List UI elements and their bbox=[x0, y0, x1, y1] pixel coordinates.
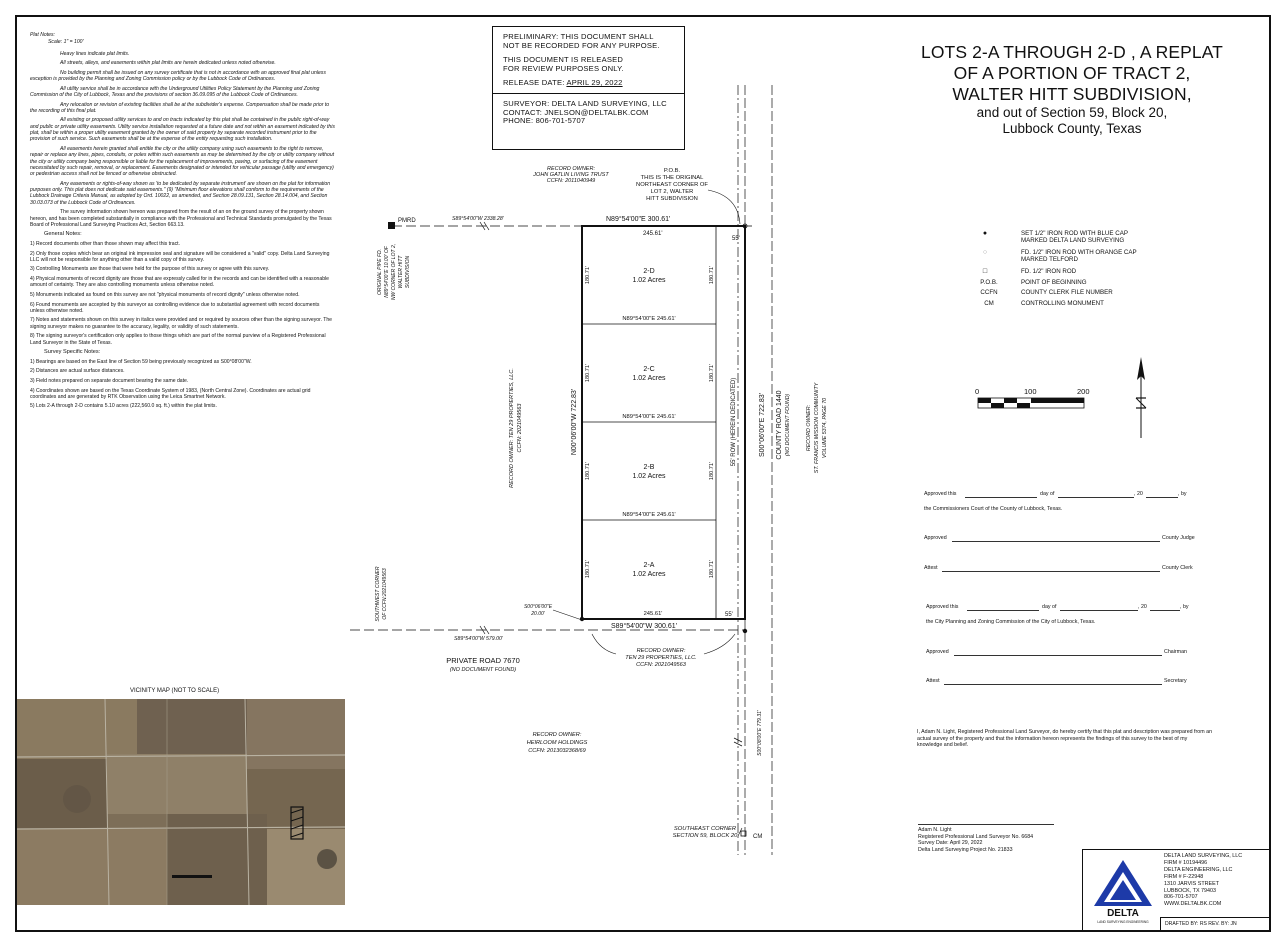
open-square-icon: □ bbox=[982, 268, 988, 275]
city-by: , by bbox=[1180, 604, 1189, 610]
private-road-nodoc: (NO DOCUMENT FOUND) bbox=[449, 667, 517, 673]
firm-line-7: 806-701-5707 bbox=[1164, 894, 1198, 901]
prelim-line-3: THIS DOCUMENT IS RELEASED bbox=[503, 55, 624, 65]
pob-desc-2: NORTHEAST CORNER OF bbox=[636, 182, 708, 188]
heirloom-owner-ccfn: CCFN: 2013032368/69 bbox=[528, 748, 586, 754]
county-by: , by bbox=[1178, 491, 1187, 497]
lot-line-cd-bearing: N89°54'00"E 245.61' bbox=[622, 316, 676, 322]
preliminary-notice-box bbox=[492, 26, 685, 150]
title-line-2: OF A PORTION OF TRACT 2, bbox=[953, 63, 1191, 83]
pob-desc-4: HITT SUBDIVISION bbox=[646, 196, 698, 202]
heirloom-owner-label: RECORD OWNER: bbox=[532, 732, 582, 738]
title-line-5: Lubbock County, Texas bbox=[1002, 121, 1142, 136]
east-owner-label: RECORD OWNER: bbox=[806, 404, 812, 452]
south-owner-name: TEN 29 PROPERTIES, LLC. bbox=[625, 655, 697, 661]
sw-corner-2: OF CCFN:2021049563 bbox=[382, 568, 388, 620]
legend-text: CONTROLLING MONUMENT bbox=[1021, 299, 1104, 307]
north-owner-label: RECORD OWNER: bbox=[547, 166, 595, 172]
lot-2d-top-width: 245.61' bbox=[643, 231, 663, 237]
drafted-by: DRAFTED BY: RS REV. BY: JN bbox=[1160, 917, 1271, 932]
north-owner-ccfn: CCFN: 2011040949 bbox=[546, 178, 596, 184]
county-road-nodoc: (NO DOCUMENT FOUND) bbox=[785, 393, 791, 457]
legend-key: P.O.B. bbox=[980, 278, 998, 286]
scale-tick-200: 200 bbox=[1077, 387, 1090, 396]
survey-date: Survey Date: April 29, 2022 bbox=[918, 840, 983, 847]
firm-line-3: DELTA ENGINEERING, LLC bbox=[1164, 866, 1233, 873]
county-clerk: County Clerk bbox=[1162, 565, 1193, 571]
general-note-8: 8) The signing surveyor's certification only applies to those things which are part of the normal purview of a Registered Professional Land Surveyor in the State of Texas. bbox=[30, 333, 326, 346]
vicinity-map-label: VICINITY MAP (NOT TO SCALE) bbox=[130, 688, 220, 694]
pob-desc-3: LOT 2, WALTER bbox=[650, 189, 694, 195]
orig-pipe-5: SUBDIVISION bbox=[405, 255, 411, 289]
prelim-surveyor: SURVEYOR: DELTA LAND SURVEYING, LLC bbox=[503, 98, 667, 108]
lot-2b-area: 1.02 Acres bbox=[632, 473, 666, 480]
specific-notes-heading: Survey Specific Notes: bbox=[44, 349, 101, 356]
lot-2c-east-depth: 180.71' bbox=[709, 363, 715, 383]
general-note-3: 3) Controlling Monuments are those that were held for the purpose of this survey or agree with this survey. bbox=[30, 266, 270, 273]
lot-2c-name: 2-C bbox=[643, 366, 655, 373]
general-note-2: 2) Only those copies which bear an original ink impression seal and signature will be considered a "valid" copy. Delta Land Surveying LLC will not be responsible for anything other than a valid copy of this survey. bbox=[30, 250, 330, 263]
note-9: The survey information shown hereon was prepared from the result of an on the ground survey of the property shown hereon, and has been completed substantially in compliance with the Professional and Technical Standards promulgated by the Texas Board of Professional Land Surveying Practices Act, Section 663.13. bbox=[30, 209, 332, 228]
surveyor-certification: I, Adam N. Light, Registered Professional Land Surveyor, do hereby certify that this plat and description was prepared from an actual survey of the property and that the information hereon represents the findings of this survey to the best of my knowledge and belief. bbox=[917, 729, 1213, 749]
note-4: All utility service shall be in accordance with the Underground Utilities Policy Statement by the Planning and Zoning Commission of the City of Lubbock, Texas and the provisions of section 36.09.095 of the Lubbock Code of Ordinances. bbox=[30, 85, 320, 98]
project-number: Delta Land Surveying Project No. 21833 bbox=[918, 846, 1013, 853]
firm-info bbox=[1164, 853, 1242, 908]
south-boundary-bearing: S89°54'00"W 300.61' bbox=[611, 623, 677, 630]
firm-line-4: FIRM # F-22948 bbox=[1164, 873, 1204, 880]
county-judge: County Judge bbox=[1162, 535, 1195, 541]
scale-tick-100: 100 bbox=[1024, 387, 1037, 396]
note-5: Any relocation or revision of existing facilities shall be at the subdivider's expense. Compensation shall be made prior to the recording of this final plat. bbox=[30, 101, 330, 114]
county-day-of: day of bbox=[1040, 491, 1055, 497]
lot-2a-bottom-width: 245.61' bbox=[643, 611, 663, 617]
general-note-5: 5) Monuments indicated as found on this survey are not "physical monuments of record dignity" unless otherwise noted. bbox=[30, 291, 300, 298]
county-attest: Attest bbox=[924, 565, 938, 571]
lot-2b-name: 2-B bbox=[643, 464, 655, 471]
private-road-label: PRIVATE ROAD 7670 bbox=[446, 656, 520, 665]
title-line-1: LOTS 2-A THROUGH 2-D , A REPLAT bbox=[921, 42, 1223, 62]
prelim-line-1: PRELIMINARY: THIS DOCUMENT SHALL bbox=[503, 32, 654, 41]
lot-2a-name: 2-A bbox=[643, 562, 655, 569]
orig-pipe-1: ORIGINAL PIPE FD. bbox=[377, 248, 383, 296]
lot-2d-area: 1.02 Acres bbox=[632, 277, 666, 284]
pob-desc-1: THIS IS THE ORIGINAL bbox=[640, 175, 704, 181]
note-7: All easements herein granted shall entitle the city or the utility company using such easements to the right to remove, repair or replace any lines, pipes, conduits, or poles within such easements as may be determined by the city or utility company without the city or utility company being responsible or liable for the replacement of improvements, paving, or surfacing of the easement necessitated by such repair, removal, or replacement. Easements designated or intended for vehicular passage (utility and emergency) or pedestrian access shall not be fenced or otherwise obstructed. bbox=[30, 145, 335, 178]
plat-notes bbox=[30, 32, 335, 413]
sw-tie-distance: 20.00' bbox=[531, 611, 545, 617]
firm-line-5: 1310 JARVIS STREET bbox=[1164, 880, 1220, 887]
east-boundary-bearing: S00°06'00"E 722.83' bbox=[759, 392, 766, 458]
county-road-label: COUNTY ROAD 1440 bbox=[776, 390, 783, 460]
lot-2a-west-depth: 180.71' bbox=[585, 559, 591, 579]
county-year: , 20 bbox=[1134, 491, 1143, 497]
delta-logo-icon bbox=[1088, 856, 1158, 926]
city-approved-this: Approved this bbox=[926, 604, 959, 610]
east-owner-name: ST. FRANCIS MISSION COMMUNITY bbox=[814, 382, 820, 474]
legend-text: MARKED TELFORD bbox=[1021, 255, 1078, 263]
legend-text: FD. 1/2" IRON ROD bbox=[1021, 268, 1077, 275]
south-tie-bearing: S89°54'00"W 579.00' bbox=[454, 636, 503, 642]
row-dedicated-label: 55' ROW (HEREIN DEDICATED) bbox=[731, 377, 737, 467]
lot-2d-west-depth: 180.71' bbox=[585, 265, 591, 285]
surveyor-name: Adam N. Light bbox=[918, 827, 952, 833]
prelim-line-2: NOT BE RECORDED FOR ANY PURPOSE. bbox=[503, 40, 660, 50]
west-boundary-bearing: N00°06'00"W 722.83' bbox=[571, 388, 578, 456]
logo-text: DELTA bbox=[1107, 908, 1139, 919]
plat-title bbox=[900, 42, 1244, 137]
firm-line-6: LUBBOCK, TX 79403 bbox=[1164, 887, 1217, 894]
general-note-6: 6) Found monuments are accepted by this surveyor as controlling evidence due to substantial agreement with record documents unless otherwise noted. bbox=[30, 301, 320, 314]
pmrd-label: PMRD bbox=[398, 218, 416, 224]
south-row-width: 55' bbox=[725, 612, 733, 618]
vicinity-map-aerial bbox=[17, 699, 345, 905]
south-owner-ccfn: CCFN: 2021049563 bbox=[636, 662, 686, 668]
city-day-of: day of bbox=[1042, 604, 1057, 610]
county-approved-this: Approved this bbox=[924, 491, 957, 497]
city-chairman: Chairman bbox=[1164, 649, 1187, 655]
lot-2b-west-depth: 180.71' bbox=[585, 461, 591, 481]
firm-line-8: WWW.DELTALBK.COM bbox=[1164, 901, 1222, 908]
se-corner-2: SECTION 59, BLOCK 20 bbox=[672, 833, 738, 839]
surveyor-signature-block bbox=[918, 824, 1054, 853]
section-tie-bearing: S00°08'00"E 779.31' bbox=[757, 710, 763, 756]
north-row-width: 55' bbox=[732, 236, 740, 242]
lot-2d-east-depth: 180.71' bbox=[709, 265, 715, 285]
city-secretary: Secretary bbox=[1164, 678, 1187, 684]
general-notes-heading: General Notes: bbox=[44, 231, 82, 238]
south-owner-label: RECORD OWNER: bbox=[636, 648, 686, 654]
lot-2a-area: 1.02 Acres bbox=[632, 571, 666, 578]
lot-2c-west-depth: 180.71' bbox=[585, 363, 591, 383]
lot-2b-east-depth: 180.71' bbox=[709, 461, 715, 481]
pob-label: P.O.B. bbox=[663, 168, 681, 174]
sw-tie-bearing: S00°06'00"E bbox=[523, 604, 553, 610]
general-note-4: 4) Physical monuments of record dignity are those that are expressly called for in the records and can be identified with a reasonable amount of certainty. They are also controlling monuments unless otherwise noted. bbox=[30, 276, 329, 289]
north-owner-name: JOHN GATLIN LIVING TRUST bbox=[533, 172, 609, 178]
county-body: the Commissioners Court of the County of Lubbock, Texas. bbox=[924, 506, 1063, 512]
note-6: All existing or proposed utility services to and on tracts indicated by this plat shall be contained in the public right-of-way and public or private utility easements. Utility service installation requested at a future date and not within an easement indicated by this plat, shall be within a proper utility easement granted by the owner of said property by separate recorded instrument prior to the provision of such service. Such easements shall be at the expense of the entity requesting such installation. bbox=[30, 117, 335, 143]
specific-note-3: 3) Field notes prepared on separate document bearing the same date. bbox=[30, 378, 189, 384]
specific-note-2: 2) Distances are actual surface distances. bbox=[30, 368, 125, 375]
title-line-3: WALTER HITT SUBDIVISION, bbox=[952, 84, 1192, 104]
vicinity-map-image bbox=[17, 699, 345, 905]
note-2: All streets, alleys, and easements within plat limits are herein dedicated unless noted otherwise. bbox=[60, 60, 276, 67]
legend-text: FD. 1/2" IRON ROD WITH ORANGE CAP bbox=[1021, 249, 1137, 256]
east-owner-volume: VOLUME 5374, PAGE 70 bbox=[822, 397, 828, 459]
notes-heading: Plat Notes: bbox=[30, 32, 55, 38]
legend-text: SET 1/2" IRON ROD WITH BLUE CAP bbox=[1021, 230, 1128, 237]
heirloom-owner-name: HEIRLOOM HOLDINGS bbox=[526, 740, 588, 746]
lot-2c-area: 1.02 Acres bbox=[632, 375, 666, 382]
north-boundary-bearing: N89°54'00"E 300.61' bbox=[606, 216, 671, 223]
title-line-4: and out of Section 59, Block 20, bbox=[976, 105, 1168, 120]
filled-circle-icon: ● bbox=[982, 230, 988, 237]
legend-key: CM bbox=[984, 299, 994, 307]
general-note-1: 1) Record documents other than those shown may affect this tract. bbox=[30, 240, 180, 247]
release-date-label: RELEASE DATE: bbox=[503, 78, 567, 88]
lot-2a-east-depth: 180.71' bbox=[709, 559, 715, 579]
orig-pipe-2: N89°54'00"E 10.00' OF bbox=[384, 246, 390, 298]
scale-tick-0: 0 bbox=[975, 387, 980, 396]
note-8: Any easements or rights-of-way shown as 'to be dedicated by separate instrument' are shown on the plat for information purposes only. This plat does not dedicate said easements." (9) "Minimum floor elevations shall conform to the requirements of the Lubbock Drainage Criteria Manual, as adopted by Ord. 10022, as amended, and Section 28.09.131, Section 28.14.004, and Section 30.03.073 of the Lubbock Code of Ordinances. bbox=[30, 180, 331, 206]
north-tie-bearing: S89°54'00"W 2338.28' bbox=[452, 216, 504, 222]
prelim-phone: PHONE: 806-701-5707 bbox=[503, 116, 586, 126]
west-owner-label: RECORD OWNER: TEN 29 PROPERTIES, LLC. bbox=[509, 368, 515, 488]
specific-note-4: 4) Coordinates shown are based on the Texas Coordinate System of 1983, (North Central Zone). Coordinates are actual grid coordinates and are generated by RTK Observation using the Leica Smartnet Network. bbox=[30, 387, 311, 400]
general-note-7: 7) Notes and statements shown on this survey in italics were provided and or required by sources other than the signing surveyor. The signing surveyor makes no guarantee to the accuracy, legality, or validity of such statements. bbox=[30, 317, 333, 330]
west-owner-ccfn: CCFN: 2021049563 bbox=[517, 403, 523, 453]
legend-text: MARKED DELTA LAND SURVEYING bbox=[1021, 236, 1125, 244]
lot-line-bc-bearing: N89°54'00"E 245.61' bbox=[622, 414, 676, 420]
orig-pipe-4: WALTER HITT bbox=[398, 255, 404, 289]
city-year: , 20 bbox=[1138, 604, 1147, 610]
lot-2d-name: 2-D bbox=[643, 268, 655, 275]
note-3: No building permit shall be issued on any survey certificate that is not in accordance with an approved final plat unless exception is provided by the Planning and Zoning Commission policy or by the Lubbock Code of Ordinances. bbox=[30, 69, 326, 83]
prelim-contact: CONTACT: JNELSON@DELTALBK.COM bbox=[503, 107, 649, 117]
legend-key: CCFN bbox=[980, 289, 998, 296]
open-circle-icon: ○ bbox=[982, 249, 988, 256]
se-corner-1: SOUTHEAST CORNER bbox=[673, 826, 737, 832]
prelim-line-4: FOR REVIEW PURPOSES ONLY. bbox=[503, 63, 624, 73]
release-date-row bbox=[503, 79, 674, 88]
specific-note-1: 1) Bearings are based on the East line of Section 59 being previously recognized as S00°08'00"W. bbox=[30, 358, 252, 365]
city-attest: Attest bbox=[926, 678, 940, 684]
notes-scale: Scale: 1" = 100' bbox=[48, 39, 84, 46]
city-body: the City Planning and Zoning Commission of the City of Lubbock, Texas. bbox=[926, 619, 1096, 625]
release-date: APRIL 29, 2022 bbox=[566, 78, 623, 88]
logo-sub: LAND SURVEYING ENGINEERING bbox=[1097, 920, 1149, 924]
lot-line-ab-bearing: N89°54'00"E 245.61' bbox=[622, 512, 676, 518]
firm-line-1: DELTA LAND SURVEYING, LLC bbox=[1164, 853, 1243, 859]
prelim-divider bbox=[493, 93, 684, 94]
county-approved: Approved bbox=[924, 535, 947, 541]
specific-note-5: 5) Lots 2-A through 2-D contains 5.10 acres (222,560.0 sq. ft.) within the plat limits. bbox=[30, 403, 217, 410]
city-approved: Approved bbox=[926, 649, 949, 655]
surveyor-registration: Registered Professional Land Surveyor No. 6684 bbox=[918, 833, 1034, 840]
orig-pipe-3: NW CORNER OF LOT 2, bbox=[391, 243, 397, 301]
note-1: Heavy lines indicate plat limits. bbox=[60, 50, 130, 57]
cm-label: CM bbox=[753, 834, 763, 840]
sw-corner-1: SOUTHWEST CORNER bbox=[375, 566, 381, 622]
firm-line-2: FIRM # 10194496 bbox=[1164, 859, 1208, 866]
legend-text: POINT OF BEGINNING bbox=[1021, 278, 1087, 286]
legend-text: COUNTY CLERK FILE NUMBER bbox=[1021, 289, 1113, 296]
